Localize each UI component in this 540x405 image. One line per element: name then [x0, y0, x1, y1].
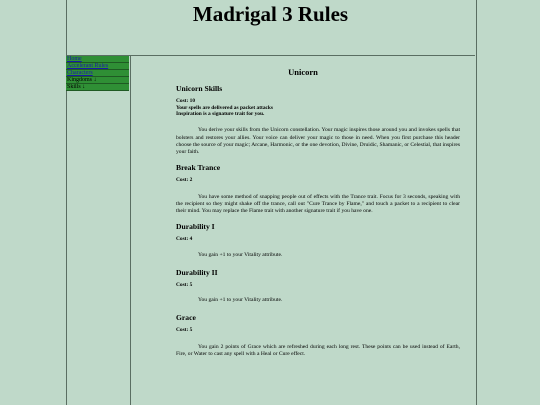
skill-description: You have some method of snapping people out of effects with the Trance trait. Focus for 3 seconds, speaking with the recipient so they might shake off the trance, call out "Cure Trance by Flame," and touch a packet to a recipient to clear their mind. You may replace the Flame trait with another signature trait if you have one. — [176, 193, 460, 215]
skill-note: Your spells are delivered as packet attacks — [176, 104, 274, 111]
skill-cost: Cost: 10 — [176, 98, 196, 105]
skill-cost: Cost: 5 — [176, 327, 193, 334]
skill-heading: Grace — [176, 313, 196, 323]
skill-heading: Break Trance — [176, 163, 221, 173]
skill-unicorn-skills — [176, 84, 460, 156]
skill-description: You derive your skills from the Unicorn constellation. Your magic inspires those around you and invokes spells that bolsters and restores your allies. Your voice can deliver your magic to those in need. When you first purchase this header choose the source of your magic; Arcane, Harmonic, or the one devotion, Divine, Druidic, Shamanic, or Celestial, that inspires your faith. — [176, 127, 460, 156]
skill-heading: Durability II — [176, 267, 218, 277]
skill-break-trance — [176, 163, 460, 215]
site-title: Madrigal 3 Rules — [192, 2, 349, 26]
nav-item-skills-dropdown[interactable]: Skills ↓ — [66, 84, 129, 91]
skill-durability-1 — [176, 222, 460, 259]
skill-description: You gain +1 to your Vitality attribute. — [198, 251, 283, 258]
skill-cost: Cost: 4 — [176, 236, 193, 243]
skill-heading: Unicorn Skills — [176, 84, 223, 94]
skill-note: Inspiration is a signature trait for you. — [176, 111, 265, 118]
skill-description: You gain 2 points of Grace which are refreshed during each long rest. These points can be used instead of Earth, Fire, or Water to cast any spell with a Heal or Cure effect. — [176, 343, 460, 358]
skill-heading: Durability I — [176, 222, 215, 232]
nav-item-kingdoms-dropdown[interactable]: Kingdoms ↓ — [66, 77, 129, 84]
page-title: Unicorn — [288, 67, 318, 77]
nav-item-home[interactable]: Home — [66, 56, 129, 63]
nav-item-characters[interactable]: Characters — [66, 70, 129, 77]
sidebar-nav — [66, 56, 131, 405]
skill-cost: Cost: 5 — [176, 281, 193, 288]
main-content — [131, 56, 475, 365]
skill-durability-2 — [176, 268, 460, 305]
site-header — [66, 0, 475, 56]
skill-cost: Cost: 2 — [176, 177, 193, 184]
skill-description: You gain +1 to your Vitality attribute. — [198, 297, 283, 304]
skill-grace — [176, 313, 460, 358]
nav-item-accelerant-rules[interactable]: Accelerant Rules — [66, 63, 129, 70]
